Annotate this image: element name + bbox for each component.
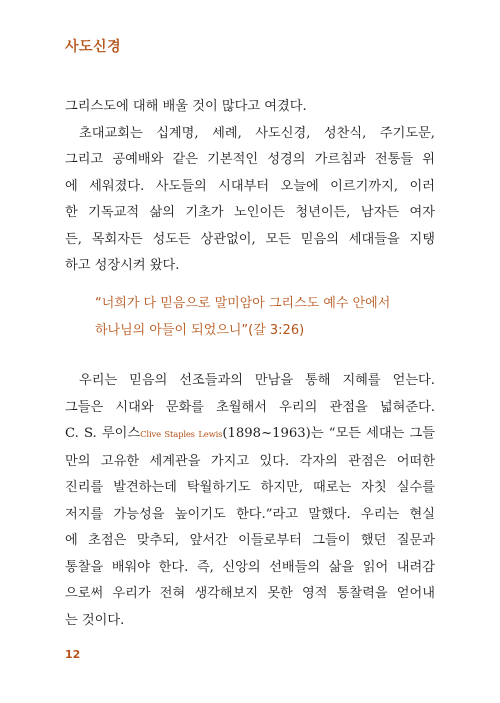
body-paragraph-1 bbox=[65, 94, 435, 280]
text-line bbox=[65, 421, 435, 449]
text-line: 그리고 공예배와 같은 기본적인 성경의 가르침과 전통들 위 bbox=[65, 152, 435, 167]
quote-line: “너희가 다 믿음으로 말미암아 그리스도 예수 안에서 bbox=[95, 296, 391, 311]
text-line: 통찰을 배워야 한다. 즉, 신앙의 선배들의 삶을 읽어 내려감 bbox=[65, 559, 435, 575]
text-line: 으로써 우리가 전혀 생각해보지 못한 영적 통찰력을 얻어내 bbox=[65, 586, 435, 601]
text-line: 는 것이다. bbox=[65, 612, 125, 628]
text-line: 만의 고유한 세계관을 가지고 있다. 각자의 관점은 어떠한 bbox=[65, 453, 435, 469]
text-line: 저지를 가능성을 높이기도 한다.”라고 말했다. 우리는 현실 bbox=[65, 506, 435, 522]
text-line: 그리스도에 대해 배울 것이 많다고 여겼다. bbox=[65, 99, 307, 114]
text-line: 든, 목회자든 성도든 상관없이, 모든 믿음의 세대들을 지탱 bbox=[65, 231, 435, 247]
text-line: 하고 성장시켜 왔다. bbox=[65, 258, 180, 273]
text-line: 초대교회는 십계명, 세례, 사도신경, 성찬식, 주기도문, bbox=[79, 125, 435, 141]
text-line: 에 세워졌다. 사도들의 시대부터 오늘에 이르기까지, 이러 bbox=[65, 178, 435, 194]
quote-line: 하나님의 아들이 되었으니”(갈 3:26) bbox=[95, 323, 305, 338]
author-dates-quote: (1898~1963)는 “모든 세대는 그들 bbox=[222, 426, 435, 441]
scripture-quote bbox=[95, 290, 395, 344]
text-line: 에 초점은 맞추되, 앞서간 이들로부터 그들이 했던 질문과 bbox=[65, 533, 435, 548]
page-number: 12 bbox=[65, 648, 81, 661]
chapter-title: 사도신경 bbox=[65, 39, 122, 55]
text-line: 우리는 믿음의 선조들과의 만남을 통해 지혜를 얻는다. bbox=[79, 373, 435, 388]
text-line: 그들은 시대와 문화를 초월해서 우리의 관점을 넓혀준다. bbox=[65, 399, 435, 415]
text-line: 진리를 발견하는데 탁월하기도 하지만, 때로는 자칫 실수를 bbox=[65, 480, 435, 495]
body-paragraph-2 bbox=[65, 368, 435, 634]
author-name: C. S. 루이스 bbox=[65, 426, 141, 441]
author-fullname-annotation: Clive Staples Lewis bbox=[140, 430, 223, 440]
text-line: 한 기독교적 삶의 기초가 노인이든 청년이든, 남자든 여자 bbox=[65, 205, 435, 220]
